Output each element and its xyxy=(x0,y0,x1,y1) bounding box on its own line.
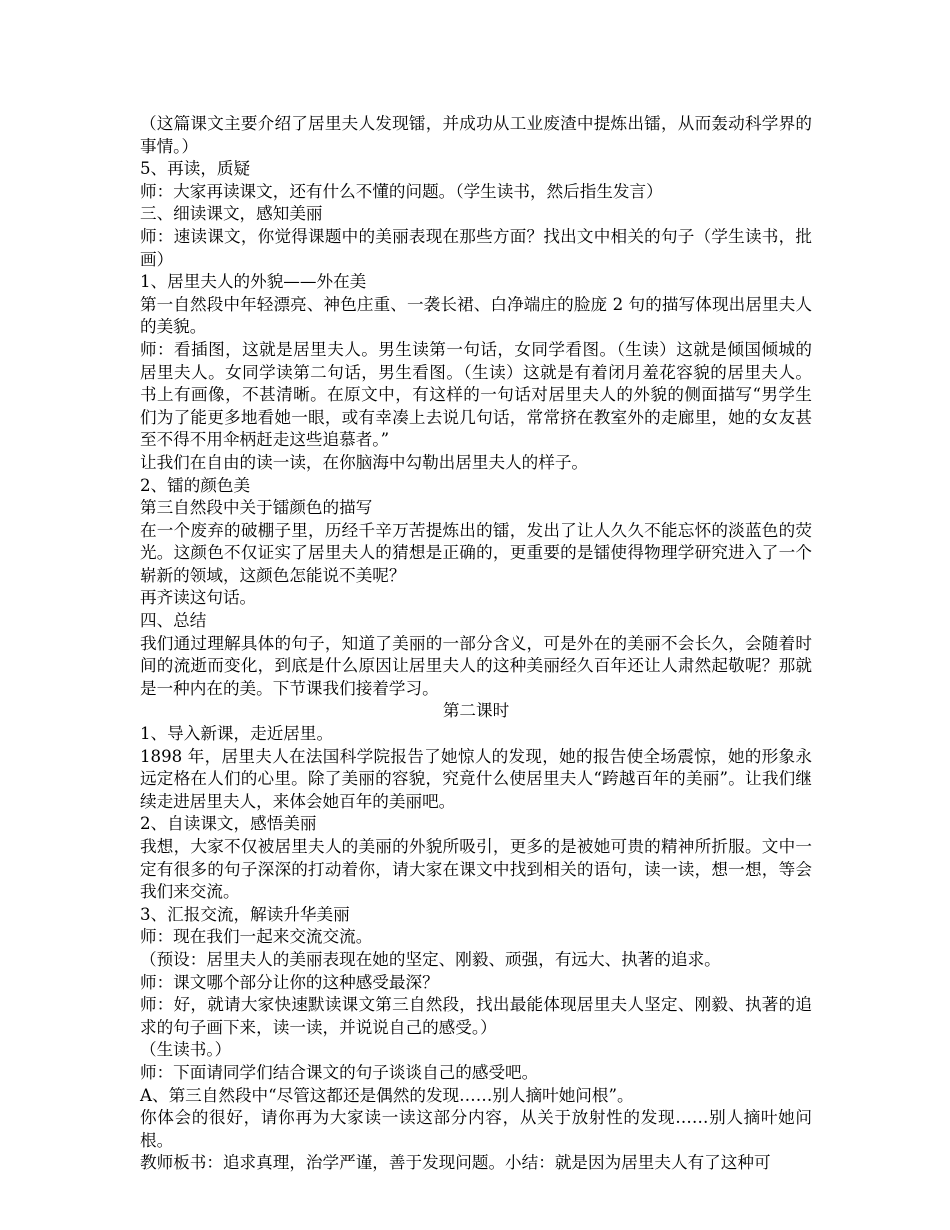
paragraph: 我们通过理解具体的句子，知道了美丽的一部分含义，可是外在的美丽不会长久，会随着时间的流逝而变化，到底是什么原因让居里夫人的这种美丽经久百年还让人肃然起敬呢？那就是一种内在的美。下节课我们接着学习。 xyxy=(140,633,812,698)
paragraph: 1、导入新课，走近居里。 xyxy=(140,724,334,744)
paragraph: （预设：居里夫人的美丽表现在她的坚定、刚毅、顽强，有远大、执著的追求。 xyxy=(140,949,721,969)
paragraph: 1898 年，居里夫人在法国科学院报告了她惊人的发现，她的报告使全场震惊，她的形象永远定格在人们的心里。除了美丽的容貌，究竟什么使居里夫人“跨越百年的美丽”。让我们继续走进居里夫人，来体会她百年的美丽吧。 xyxy=(140,746,812,811)
paragraph: 我想，大家不仅被居里夫人的美丽的外貌所吸引，更多的是被她可贵的精神所折服。文中一定有很多的句子深深的打动着你，请大家在课文中找到相关的语句，读一读，想一想，等会我们来交流。 xyxy=(140,837,812,902)
section-heading: 四、总结 xyxy=(140,611,207,631)
paragraph: 师：大家再读课文，还有什么不懂的问题。（学生读书，然后指生发言） xyxy=(140,181,663,201)
paragraph: （这篇课文主要介绍了居里夫人发现镭，并成功从工业废渣中提炼出镭，从而轰动科学界的事情。） xyxy=(140,114,812,156)
paragraph: 让我们在自由的读一读，在你脑海中勾勒出居里夫人的样子。 xyxy=(140,452,589,472)
paragraph: 1、居里夫人的外貌——外在美 xyxy=(140,272,367,292)
paragraph: 师：课文哪个部分让你的这种感受最深？ xyxy=(140,972,439,992)
section-heading: 三、细读课文，感知美丽 xyxy=(140,204,323,224)
paragraph: 第一自然段中年轻漂亮、神色庄重、一袭长裙、白净端庄的脸庞 2 句的描写体现出居里夫人的美貌。 xyxy=(140,294,812,337)
paragraph: 师：看插图，这就是居里夫人。男生读第一句话，女同学看图。（生读）这就是倾国倾城的居里夫人。女同学读第二句话，男生看图。（生读）这就是有着闭月羞花容貌的居里夫人。书上有画像，不甚清晰。在原文中，有这样的一句话对居里夫人的外貌的侧面描写“男学生们为了能更多地看她一眼，或有幸凑上去说几句话，常常挤在教室外的走廊里，她的女友甚至不得不用伞柄赶走这些追慕者。” xyxy=(140,339,812,450)
paragraph: 师：现在我们一起来交流交流。 xyxy=(140,927,373,947)
paragraph: 师：速读课文，你觉得课题中的美丽表现在那些方面？找出文中相关的句子（学生读书，批画） xyxy=(140,226,812,269)
paragraph: 你体会的很好，请你再为大家读一读这部分内容，从关于放射性的发现……别人摘叶她问根。 xyxy=(140,1108,812,1150)
paragraph: 在一个废弃的破棚子里，历经千辛万苦提炼出的镭，发出了让人久久不能忘怀的淡蓝色的荧光。这颜色不仅证实了居里夫人的猜想是正确的，更重要的是镭使得物理学研究进入了一个崭新的领域，这颜色怎能说不美呢？ xyxy=(140,520,812,585)
paragraph: 师：下面请同学们结合课文的句子谈谈自己的感受吧。 xyxy=(140,1062,539,1082)
paragraph: 再齐读这句话。 xyxy=(140,588,257,608)
paragraph: 2、自读课文，感悟美丽 xyxy=(140,814,317,834)
lesson-title: 第二课时 xyxy=(442,701,510,721)
paragraph: 第三自然段中关于镭颜色的描写 xyxy=(140,498,373,518)
paragraph: 3、汇报交流，解读升华美丽 xyxy=(140,904,350,924)
paragraph: 教师板书：追求真理，治学严谨，善于发现问题。小结：就是因为居里夫人有了这种可 xyxy=(140,1153,771,1173)
paragraph: 5、再读，质疑 xyxy=(140,159,251,179)
paragraph: 2、镭的颜色美 xyxy=(140,475,251,495)
document-page xyxy=(140,113,812,1175)
paragraph: （生读书。） xyxy=(140,1040,232,1060)
paragraph: 师：好，就请大家快速默读课文第三自然段，找出最能体现居里夫人坚定、刚毅、执著的追求的句子画下来，读一读，并说说自己的感受。） xyxy=(140,995,812,1037)
paragraph: A、第三自然段中“尽管这都还是偶然的发现……别人摘叶她问根”。 xyxy=(140,1085,634,1105)
